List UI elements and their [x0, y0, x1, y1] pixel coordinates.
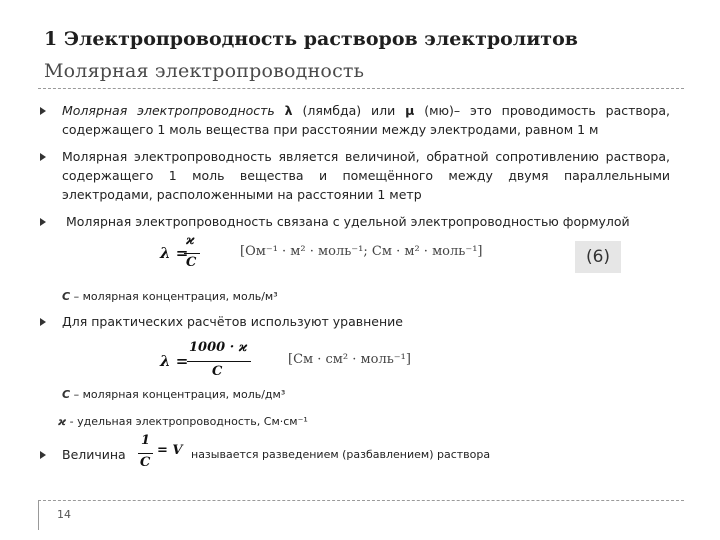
- formula-2-fraction-line: [187, 361, 251, 362]
- note-3-symbol: ϰ: [58, 415, 67, 428]
- note-3-text: - удельная электропроводность, См·см⁻¹: [66, 415, 308, 428]
- note-2: [62, 385, 285, 404]
- formula-1-denominator: C: [186, 255, 197, 270]
- formula-3-rhs: = V: [157, 443, 183, 458]
- formula-1-numerator: ϰ: [186, 233, 195, 248]
- bullet-1-mid: (лямбда) или: [292, 103, 406, 118]
- bullet-4-text: Для практических расчётов используют уравнение: [62, 314, 403, 329]
- formula-3-numerator: 1: [141, 433, 151, 448]
- formula-2-units: [См · см² · моль⁻¹]: [288, 352, 411, 367]
- equation-number: (6): [575, 241, 621, 273]
- bullet-marker-icon: [40, 318, 46, 326]
- formula-3-fraction-line: [138, 453, 153, 454]
- bullet-marker-icon: [40, 218, 46, 226]
- bullet-1-text: [62, 101, 670, 139]
- bullet-5-after: называется разведением (разбавлением) раствора: [191, 448, 491, 461]
- formula-1-lhs: λ =: [160, 244, 189, 262]
- bullet-3-text: Молярная электропроводность связана с удельной электропроводностью формулой: [66, 214, 630, 229]
- bullet-marker-icon: [40, 153, 46, 161]
- bullet-marker-icon: [40, 451, 46, 459]
- formula-2-denominator: C: [212, 364, 223, 379]
- footer-marker: [38, 500, 39, 530]
- slide-title: 1 Электропроводность растворов электролитов: [44, 28, 578, 50]
- note-3: [58, 412, 308, 431]
- note-1: [62, 287, 278, 306]
- bullet-1-rest: (мю)– это проводимость раствора, содержащего 1 моль вещества при расстоянии между электродами, равном 1 м: [62, 103, 670, 137]
- note-2-symbol: C: [62, 388, 71, 401]
- formula-3-denominator: C: [140, 455, 151, 470]
- slide-subtitle: Молярная электропроводность: [44, 60, 365, 82]
- formula-2-lhs: λ =: [160, 352, 189, 370]
- bullet-2-text: Молярная электропроводность является величиной, обратной сопротивлению раствора, содержащего 1 моль вещества и помещённого между двумя параллельными электродами, расположенными на расстоянии 1 метр: [62, 149, 670, 202]
- footer-divider: [38, 500, 684, 501]
- page-number: 14: [57, 508, 71, 521]
- formula-1-fraction-line: [184, 253, 200, 254]
- bullet-marker-icon: [40, 107, 46, 115]
- bullet-1-lead: Молярная электропроводность: [62, 103, 275, 118]
- bullet-5-before: Величина: [62, 447, 126, 462]
- note-1-text: – молярная концентрация, моль/м³: [70, 290, 278, 303]
- note-2-text: – молярная концентрация, моль/дм³: [70, 388, 286, 401]
- header-divider: [38, 88, 684, 89]
- note-1-symbol: C: [62, 290, 71, 303]
- formula-1-units: [Ом⁻¹ · м² · моль⁻¹; См · м² · моль⁻¹]: [240, 244, 483, 259]
- formula-2-numerator: 1000 · ϰ: [189, 340, 248, 355]
- mu-symbol: μ: [405, 103, 415, 118]
- lambda-symbol: λ: [284, 103, 293, 118]
